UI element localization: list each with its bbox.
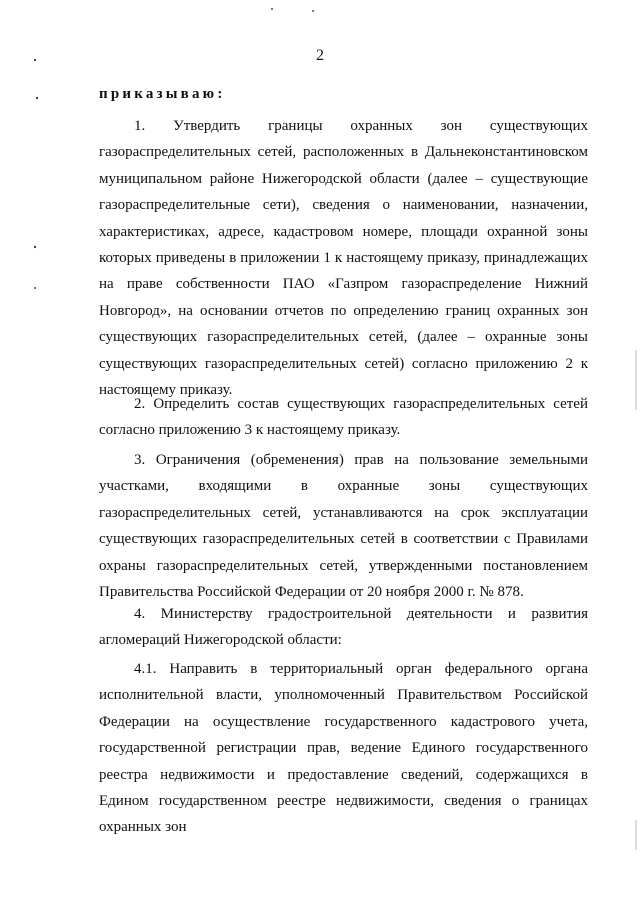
paragraph-1: 1. Утвердить границы охранных зон существующих газораспределительных сетей, расположенных в Дальнеконстантиновском муниципальном районе Нижегородской области (далее – существующие газораспределительные сети), сведения о наименовании, назначении, характеристиках, адресе, кадастровом номере, площади охранной зоны которых приведены в приложении 1 к настоящему приказу, принадлежащих на праве собственности ПАО «Газпром газораспределение Нижний Новгород», на основании отчетов по определению границ охранных зон существующих газораспределительных сетей, (далее – охранные зоны существующих газораспределительных сетей) согласно приложению 2 к настоящему приказу. <box>99 118 588 399</box>
paragraph-2: 2. Определить состав существующих газораспределительных сетей согласно приложению 3 к настоящему приказу. <box>99 396 588 439</box>
paragraph-3: 3. Ограничения (обременения) прав на пользование земельными участками, входящими в охранные зоны существующих газораспределительных сетей, устанавливаются на срок эксплуатации существующих газораспределительных сетей в соответствии с Правилами охраны газораспределительных сетей, утвержденными постановлением Правительства Российской Федерации от 20 ноября 2000 г. № 878. <box>99 452 588 601</box>
paragraph-4: 4. Министерству градостроительной деятельности и развития агломераций Нижегородской области: <box>99 606 588 649</box>
order-heading: приказываю: <box>99 86 226 102</box>
page-number: 2 <box>316 47 324 64</box>
paragraph-4-1: 4.1. Направить в территориальный орган федерального органа исполнительной власти, уполномоченный Правительством Российской Федерации на осуществление государственного кадастрового учета, государственной регистрации прав, ведение Единого государственного реестра недвижимости и предоставление сведений, содержащихся в Едином государственном реестре недвижимости, сведения о границах охранных зон <box>99 661 588 836</box>
